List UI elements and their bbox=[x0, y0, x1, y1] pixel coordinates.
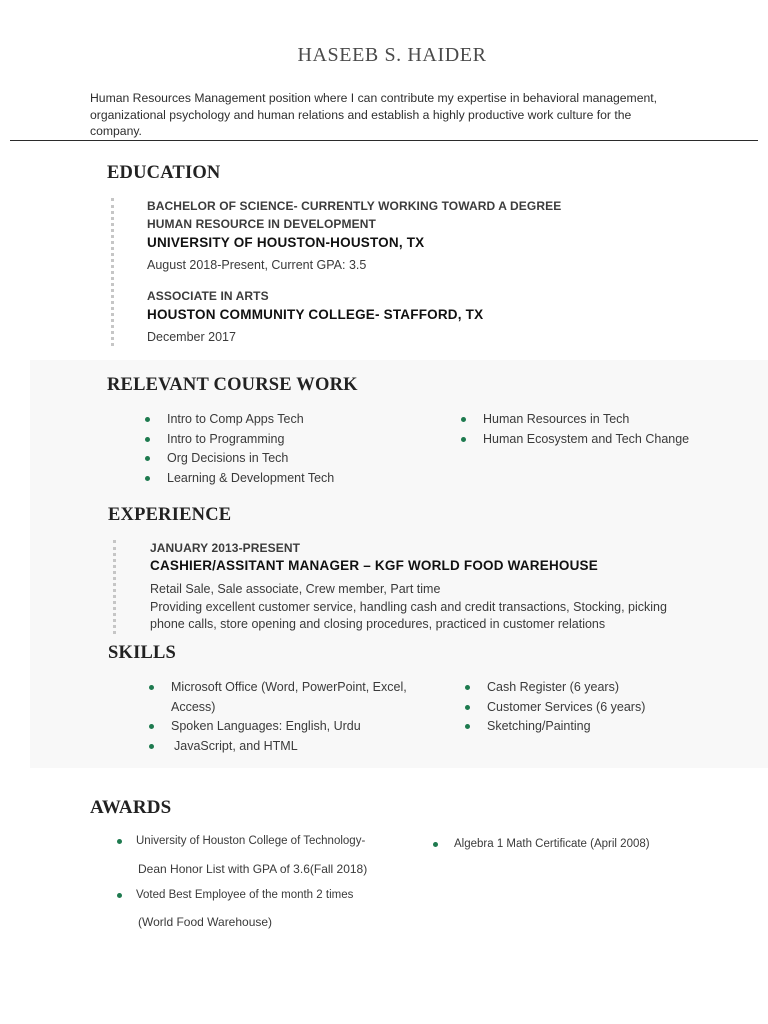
list-item: University of Houston College of Technology- bbox=[117, 832, 365, 852]
header-divider bbox=[10, 140, 758, 141]
list-item: Intro to Comp Apps Tech bbox=[145, 410, 334, 430]
award-detail: Dean Honor List with GPA of 3.6(Fall 2018) bbox=[138, 862, 368, 876]
list-item: Sketching/Painting bbox=[465, 717, 645, 737]
education-major: HUMAN RESOURCE IN DEVELOPMENT bbox=[147, 217, 376, 231]
education-institution: HOUSTON COMMUNITY COLLEGE- STAFFORD, TX bbox=[147, 307, 484, 322]
objective-statement: Human Resources Management position where I can contribute my expertise in behavioral management, organizational psychology and human relations and establish a highly productive work culture for the company. bbox=[90, 91, 658, 138]
coursework-list-right bbox=[461, 410, 689, 449]
education-degree: ASSOCIATE IN ARTS bbox=[147, 289, 269, 303]
list-item: Human Resources in Tech bbox=[461, 410, 689, 430]
awards-list-right bbox=[433, 835, 650, 855]
education-degree: BACHELOR OF SCIENCE- CURRENTLY WORKING TOWARD A DEGREE bbox=[147, 199, 562, 213]
experience-roles: Retail Sale, Sale associate, Crew member, Part time bbox=[150, 582, 441, 596]
list-item: Microsoft Office (Word, PowerPoint, Excel, Access) bbox=[149, 678, 407, 717]
list-item: Learning & Development Tech bbox=[145, 469, 334, 489]
awards-list-left bbox=[117, 832, 365, 852]
education-date: August 2018-Present, Current GPA: 3.5 bbox=[147, 258, 367, 272]
list-item: JavaScript, and HTML bbox=[149, 737, 407, 757]
award-detail: (World Food Warehouse) bbox=[138, 915, 273, 929]
skills-list-left bbox=[149, 678, 407, 756]
experience-timeline-line bbox=[113, 540, 116, 634]
list-item: Cash Register (6 years) bbox=[465, 678, 645, 698]
awards-list-left-2 bbox=[117, 886, 353, 906]
skills-heading: SKILLS bbox=[108, 643, 177, 663]
experience-date: JANUARY 2013-PRESENT bbox=[150, 541, 301, 555]
list-item: Intro to Programming bbox=[145, 430, 334, 450]
coursework-heading: RELEVANT COURSE WORK bbox=[107, 375, 358, 395]
skills-list-right bbox=[465, 678, 645, 737]
coursework-list-left bbox=[145, 410, 334, 488]
list-item: Human Ecosystem and Tech Change bbox=[461, 430, 689, 450]
list-item: Algebra 1 Math Certificate (April 2008) bbox=[433, 835, 650, 855]
experience-description: Providing excellent customer service, handling cash and credit transactions, Stocking, picking bbox=[150, 600, 667, 614]
list-item: Org Decisions in Tech bbox=[145, 449, 334, 469]
list-item: Voted Best Employee of the month 2 times bbox=[117, 886, 353, 906]
list-item: Spoken Languages: English, Urdu bbox=[149, 717, 407, 737]
experience-heading: EXPERIENCE bbox=[108, 505, 232, 525]
education-date: December 2017 bbox=[147, 330, 236, 344]
awards-heading: AWARDS bbox=[90, 797, 172, 818]
experience-description: phone calls, store opening and closing procedures, practiced in customer relations bbox=[150, 617, 606, 631]
list-item: Customer Services (6 years) bbox=[465, 698, 645, 718]
resume-name: HASEEB S. HAIDER bbox=[297, 44, 487, 66]
education-institution: UNIVERSITY OF HOUSTON-HOUSTON, TX bbox=[147, 235, 425, 250]
experience-title: CASHIER/ASSITANT MANAGER – KGF WORLD FOOD WAREHOUSE bbox=[150, 558, 598, 573]
education-heading: EDUCATION bbox=[107, 163, 221, 183]
education-timeline-line bbox=[111, 198, 114, 346]
